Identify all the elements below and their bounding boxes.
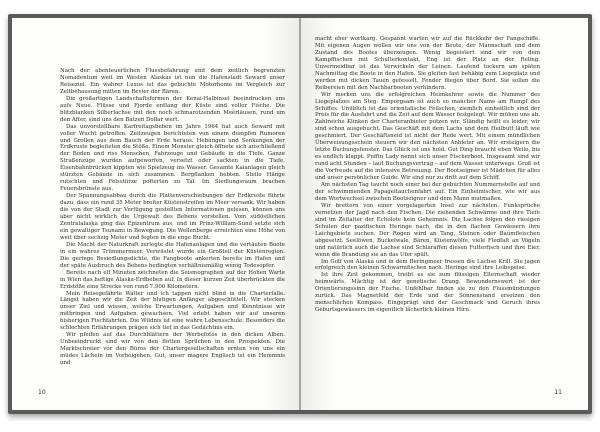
paragraph: Im Golf von Alaska und in dem Beringmeer fressen die Lachse Krill. Sie jagen erfolgreich den kleinen Schwarmfischen nach. Heringe sind ihre Leibspeise. xyxy=(315,258,540,272)
paragraph: macht eher wortkarg. Gespannt warten wir auf die Rückkehr der Fangschiffe. Mit eigenen Augen wollen wir uns von der Beute, der Mannschaft und dem Zustand des Bootes überzeugen. Wenig begeistert sind wir von dem Kampffischen mit Schulterkontakt. Eng ist der Platz an der Reling. Unvermeidbar ist das Verwickeln der Leinen. Laufend tuckern am späten Nachmittag die Boote in den Hafen. Sie gleiten fast behäbig zum Liegeplatz und werden mit dicken Tauen gefesselt. Fender fliegen über Bord. Sie sollen die Reibereien mit den Nachbarbooten verhindern. xyxy=(315,36,540,91)
left-page-text xyxy=(60,68,285,367)
paragraph: Ist ihre Zeit gekommen, treibt es sie zum flüssigen Elternschaft wieder heimwärts. Mächtig ist der genetische Drang. Bewundernswert ist der Orientierungssinn der Fische. Unfehlbar finden sie zu den Flussmündungen zurück. Das Magnetfeld der Erde und der Sonnenstand ersetzen den menschlichen Kompass. Eingeprägt sind der Geschmack und Geruch ihres Geburtsgewässers im eigentlich lächerlich kleinen Hirn. xyxy=(315,272,540,314)
paragraph: Die großartigen Landschaftsformen der Kenai-Halbinsel beeindrucken uns aufs Neue. Flüsse und Fjorde entlang der Küste sind voller Fische. Die blitzblanken Silberlachse mit den noch schmarotzenden Meerläusen, rund um den After, sind uns den Batzen Dollar wert. xyxy=(60,95,285,123)
open-book xyxy=(8,14,592,414)
paragraph: Der Spannungsabbau durch die Plattenverschiebungen der Erdkruste führte dazu, dass ein rund 35 Meter breiter Küstenstreifen im Meer versank. Wir haben die von der Stadt zur Verfügung gestellten Informationen gelesen, können uns aber nicht wirklich die Urgewalt des Bebens vorstellen. Vom südöstlichen Zentralalaska ging das Epizentrum aus, und im Prinz-William-Sund setzte sich ein gewaltiger Tsunami in Bewegung. Die Wellenberge erreichten eine Höhe von weit über sechzig Meter und fegten in die enge Bucht. xyxy=(60,193,285,241)
paragraph: Mein Reisegefährte Walter und ich tappen nicht blind in die Charterfalle. Längst haben wir die Zeit der blutigen Anfänger abgeschüttelt. Wir stecken unser Ziel und wissen, welche Erwartungen, Aufgaben und Kenntnisse wir mitbringen und Aufgaben gewachsen. Viel erlebt haben wir auf unseren bisherigen Fischfahrten. Die Wildnis ist eine wahre Lebensschule. Besonders die schlechten Erfahrungen prägen sich tief in das Gedächtnis ein. xyxy=(60,290,285,332)
left-page xyxy=(12,18,299,410)
paragraph: Nach der abenteuerlichen Flussbefahrung und dem zeitlich begrenzten Nomadentum weit im Westen Alaskas ist nun die Hafenstadt Seward unser Reiseziel. Ein wahrer Luxus ist das gebuchte Motorhome im Vergleich zur Zeltbehausung mitten im Revier der Bären. xyxy=(60,68,285,95)
paragraph: Wir brettern von einer vorgelagerten Insel zur nächsten. Funksprüche vernetzen der Jagd nach den Fischen. Die ziehenden Schwärme und ihre Tiefe sind im Zeitalter der Echolote kein Geheimnis. Die Lachse folgen den riesigen Schulen der pazifischen Heringe nach, die in den flachen Gewässern ihre Laichgebiete suchen. Der Rogen wird an Tang, Steinen oder Baumfleischen abgesetzt. Seelöwen, Buckelwale, Bären, Küstenwölfe, viele Fledfalt an Vögeln und natürlich auch die Lachse sind Schlaraffen diesen Futterfisch und ihre Eier, wenn die Brandung sie an das Ufer spült. xyxy=(315,202,540,258)
paragraph: Wir pfeifen auf das Durchblättern der Werbefotos in den dicken Alben. Unbeeindruckt sind wir von den flotten Sprüchen in den Prospekten. Die Marktschreier vor den Büros der Chartergesellschaften ernten von uns ein müdes Lächeln im Vorbeigehen. Gut, unser magere Englisch ist ein Hemmnis und xyxy=(60,332,285,367)
paragraph: Die Macht der Naturkraft zerlegte die Hafenanlagen und die vertäuten Boote in ein wahres Trümmermeer. Verwüstet wurde ein Großteil der Küstenregion. Die geringe Besiedlungsdichte, die Fangboote ankerten bereits im Hafen und der späte Ausbruch des Bebens bedingten verhältnismäßig wenig Todesopfer. xyxy=(60,241,285,269)
page-number-right: 11 xyxy=(554,389,562,396)
paragraph: Am nächsten Tag taucht noch einer bei der gebuchten Nummernstelle auf und der schwimmenden Papageitauchenfahrt auf. Ein Einheimischer, wie wir aus dem Wortwechsel zwischen Bootseigner und dem Mann mutmaßen. xyxy=(315,182,540,202)
page-number-left: 10 xyxy=(38,389,46,396)
right-page xyxy=(301,18,588,410)
paragraph: Bereits nach elf Minuten zeichneten die Seismographen auf der Hohen Warte in Wien das heftige Alaska-Erdbeben auf. In dieser kurzen Zeit überbrückten die Erdstöße eine Strecke von rund 7.900 Kilometern. xyxy=(60,269,285,290)
right-page-text xyxy=(315,36,540,314)
paragraph: Wir merken uns die erfolgreichen Heimkehrer sowie die Nummer des Liegeplatzes am Steg. Emporgsam ist auch so mancher Name am Rumpf des Schiffes. Unüblich ist das orientalische Feilschen, ziemlich einheitlich sind der Preis für die Ausfahrt und die Zeit auf dem Wasser festgelegt. Wir mühen uns ab. Zahlreiche Klinken der Charteranbieter putzen wir. Ständig heißt es leider, wir sind schon ausgebucht. Das Geschäft mit dem Lachs und dem Heilbutt läuft wie geschmiert. Der Geschäftsneid ist nicht der Rede wert. Mit einem mündlichen Überweisungsschein steuern wir den nächsten Anbieter an. Wir ersteigern die letzte Buchungsfenster. Das Glück ist uns hold. Gut Ding braucht eben Weile, bis es endlich klappt. Puffin Lady nennt sich unser Fischerboot. Insgesamt sind wir rund acht Stunden – laut Buchungsvertrag – auf dem Wasser unterwegs. Groß ist die Vorfreude auf die intensive Betreuung. Der Bootseigner ist Mädchen für alles und unser persönlicher Guide. Wir sind nur zu dritt auf dem Schiff. xyxy=(315,91,540,182)
paragraph: Das unvorstellbare Karfreitagsbeben im Jahre 1964 hat auch Seward mit voller Wucht getroffen. Zeitzeugen berichteten von einem dumpfen Rumoren und Grollen aus dem Bauch der Erde heraus. Hebungen und Senkungen der Erdkruste begleiteten die Stöße. Einem Monster gleich öffnete sich anschließend der Boden und riss Menschen, Fahrzeuge und Gebäude in die Tiefe. Ganze Straßenzüge wurden aufgeworfen, versetzt oder sackten in die Tiefe. Eisenbahnbrücken kippten wie Spielzeug ins Wasser. Gesamte Kaianlagen gleich stürzten Gebäude in sich zusammen. Bergflanken bebten. Steile Hänge rutschten und Felsstürze polterten zu Tal. Im Siedlungsraum brachen Feuersbrünste aus. xyxy=(60,123,285,193)
